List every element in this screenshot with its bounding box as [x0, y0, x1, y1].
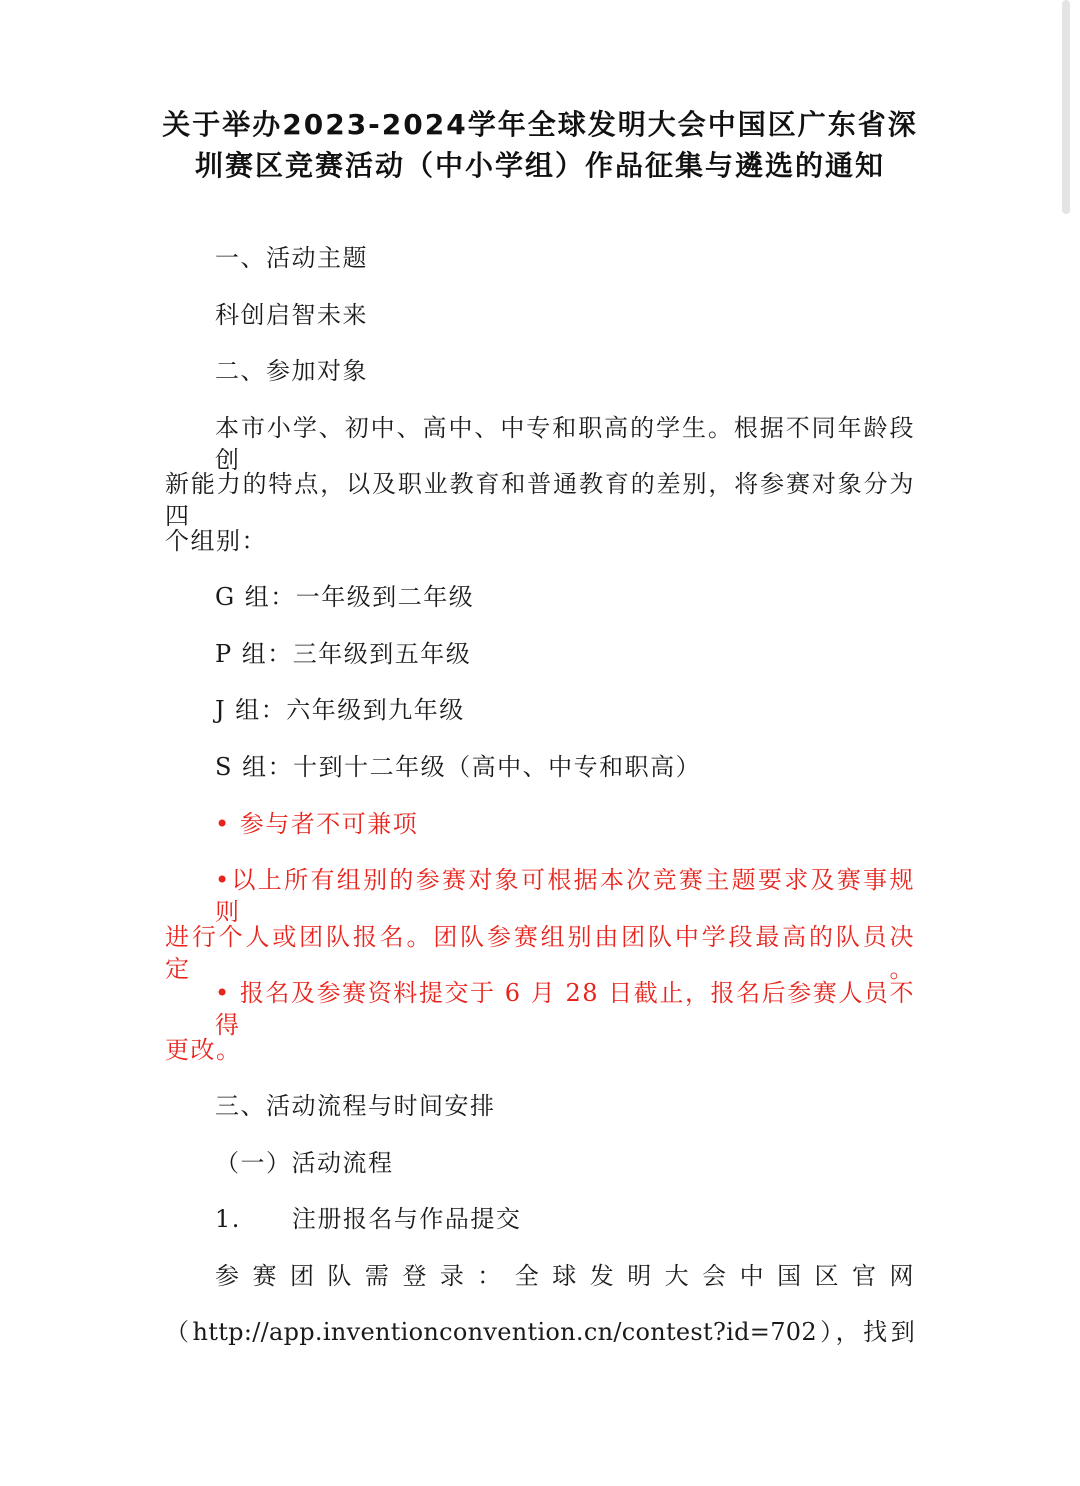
note-deadline-line: 更改。 [165, 1036, 242, 1064]
section-heading-theme: 一、活动主题 [215, 244, 368, 272]
group-s: S 组：十到十二年级（高中、中专和职高） [215, 753, 702, 781]
document-title: 关于举办2023-2024学年全球发明大会中国区广东省深圳赛区竞赛活动（中小学组）作品征集与遴选的通知 [162, 108, 918, 182]
participants-paragraph-line: 本市小学、初中、高中、中专和职高的学生。根据不同年龄段创 [215, 414, 915, 474]
theme-text: 科创启智未来 [215, 301, 368, 329]
step-registration-line: 参赛团队需登录：全球发明大会中国区官网 [215, 1262, 915, 1290]
step-registration-heading: 1. 注册报名与作品提交 [215, 1205, 522, 1233]
note-registration-line: 进行个人或团队报名。团队参赛组别由团队中学段最高的队员决定。 [165, 923, 915, 983]
note-no-multiple-entries: • 参与者不可兼项 [215, 810, 419, 838]
group-g: G 组：一年级到二年级 [215, 583, 475, 611]
group-j: J 组：六年级到九年级 [215, 696, 465, 724]
section-heading-process: 三、活动流程与时间安排 [215, 1092, 496, 1120]
participants-paragraph-line: 个组别： [165, 527, 267, 555]
scrollbar-thumb[interactable] [1062, 0, 1070, 214]
step-registration-url-line: （http://app.inventionconvention.cn/contest?id=702），找到 [165, 1318, 915, 1346]
participants-paragraph-line: 新能力的特点，以及职业教育和普通教育的差别，将参赛对象分为四 [165, 470, 915, 530]
note-registration-line: •以上所有组别的参赛对象可根据本次竞赛主题要求及赛事规则 [215, 866, 915, 926]
note-deadline-line: • 报名及参赛资料提交于 6 月 28 日截止，报名后参赛人员不得 [215, 979, 915, 1039]
subsection-heading-process: （一）活动流程 [215, 1149, 394, 1177]
section-heading-participants: 二、参加对象 [215, 357, 368, 385]
group-p: P 组：三年级到五年级 [215, 640, 472, 668]
